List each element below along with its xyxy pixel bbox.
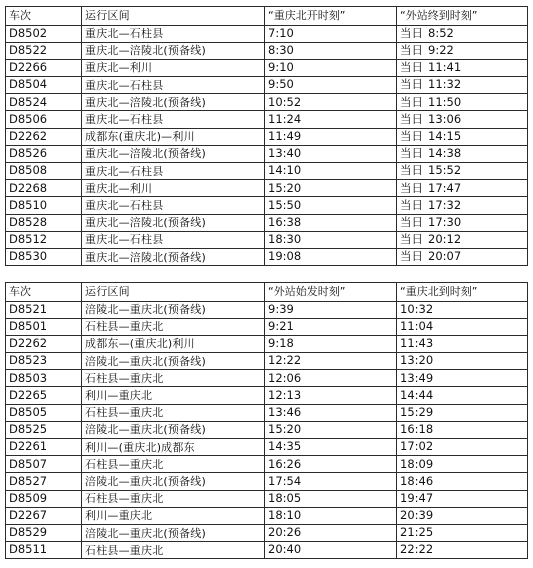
train-number: D2262 (6, 335, 82, 352)
departure-time: 11:49 (265, 128, 397, 145)
header-route: 运行区间 (82, 7, 265, 26)
route: 成都东(重庆北)—利川 (82, 128, 265, 145)
train-number: D8505 (6, 404, 82, 421)
header-train-number: 车次 (6, 7, 82, 26)
route: 成都东—(重庆北)利川 (82, 335, 265, 352)
train-number: D8528 (6, 214, 82, 231)
departure-schedule-table (5, 6, 527, 266)
same-day-label: 当日 (400, 128, 423, 143)
arrival-time: 15:52 (428, 163, 462, 178)
route: 涪陵北—重庆北(预备线) (82, 473, 265, 490)
train-number: D8503 (6, 370, 82, 387)
table-row (6, 59, 528, 76)
train-number: D2266 (6, 59, 82, 76)
table-row (6, 111, 528, 128)
arrival-time-cell (397, 111, 528, 128)
train-number: D8507 (6, 456, 82, 473)
arrival-time: 17:02 (397, 439, 528, 456)
origin-departure-time: 18:10 (265, 507, 397, 524)
table-row (6, 404, 528, 421)
same-day-label: 当日 (400, 197, 423, 212)
table-row (6, 421, 528, 438)
route: 重庆北—涪陵北(预备线) (82, 42, 265, 59)
route: 重庆北—涪陵北(预备线) (82, 94, 265, 111)
route: 利川—重庆北 (82, 507, 265, 524)
route: 石柱县—重庆北 (82, 404, 265, 421)
departure-time: 10:52 (265, 94, 397, 111)
same-day-label: 当日 (400, 214, 423, 229)
train-number: D2261 (6, 439, 82, 456)
route: 石柱县—重庆北 (82, 542, 265, 559)
route: 石柱县—重庆北 (82, 318, 265, 335)
train-number: D8525 (6, 421, 82, 438)
table-row (6, 180, 528, 197)
train-number: D8504 (6, 77, 82, 94)
origin-departure-time: 13:46 (265, 404, 397, 421)
train-number: D8529 (6, 524, 82, 541)
train-number: D2262 (6, 128, 82, 145)
header-route: 运行区间 (82, 283, 265, 302)
train-number: D2265 (6, 387, 82, 404)
train-number: D8511 (6, 542, 82, 559)
table-row (6, 387, 528, 404)
route: 重庆北—涪陵北(预备线) (82, 145, 265, 162)
arrival-time: 14:38 (428, 146, 462, 161)
table-row (6, 490, 528, 507)
departure-time: 8:30 (265, 42, 397, 59)
arrival-header-row (6, 283, 528, 302)
table-row (6, 128, 528, 145)
arrival-time: 11:41 (428, 60, 462, 75)
arrival-time: 17:47 (428, 180, 462, 195)
arrival-time: 20:07 (428, 249, 462, 264)
header-chongqingbei-departure-time: “重庆北开时刻” (265, 7, 397, 26)
table-row (6, 318, 528, 335)
origin-departure-time: 14:35 (265, 439, 397, 456)
header-origin-departure-time: “外站始发时刻” (265, 283, 397, 302)
route: 利川—重庆北 (82, 387, 265, 404)
train-number: D8521 (6, 301, 82, 318)
origin-departure-time: 16:26 (265, 456, 397, 473)
arrival-time: 17:30 (428, 214, 462, 229)
table-row (6, 456, 528, 473)
arrival-time-cell (397, 42, 528, 59)
train-number: D8526 (6, 145, 82, 162)
same-day-label: 当日 (400, 111, 423, 126)
departure-time: 7:10 (265, 25, 397, 42)
arrival-time: 11:32 (428, 77, 462, 92)
origin-departure-time: 12:06 (265, 370, 397, 387)
arrival-time: 18:46 (397, 473, 528, 490)
same-day-label: 当日 (400, 232, 423, 247)
departure-time: 15:50 (265, 197, 397, 214)
train-number: D8510 (6, 197, 82, 214)
departure-time: 14:10 (265, 163, 397, 180)
route: 重庆北—涪陵北(预备线) (82, 214, 265, 231)
train-number: D8527 (6, 473, 82, 490)
route: 重庆北—石柱县 (82, 77, 265, 94)
table-row (6, 145, 528, 162)
arrival-time: 10:32 (397, 301, 528, 318)
same-day-label: 当日 (400, 163, 423, 178)
departure-time: 9:50 (265, 77, 397, 94)
route: 涪陵北—重庆北(预备线) (82, 301, 265, 318)
arrival-time: 13:06 (428, 111, 462, 126)
train-number: D8501 (6, 318, 82, 335)
arrival-time: 11:43 (397, 335, 528, 352)
train-number: D8509 (6, 490, 82, 507)
table-row (6, 473, 528, 490)
route: 重庆北—利川 (82, 180, 265, 197)
route: 重庆北—石柱县 (82, 25, 265, 42)
table-row (6, 524, 528, 541)
train-number: D8523 (6, 353, 82, 370)
arrival-time-cell (397, 128, 528, 145)
arrival-time-cell (397, 25, 528, 42)
arrival-time: 16:18 (397, 421, 528, 438)
table-row (6, 94, 528, 111)
arrival-time-cell (397, 59, 528, 76)
arrival-time: 17:32 (428, 197, 462, 212)
table-row (6, 301, 528, 318)
route: 石柱县—重庆北 (82, 490, 265, 507)
origin-departure-time: 9:21 (265, 318, 397, 335)
arrival-time: 19:47 (397, 490, 528, 507)
arrival-time: 13:20 (397, 353, 528, 370)
table-row (6, 25, 528, 42)
route: 重庆北—石柱县 (82, 163, 265, 180)
arrival-time-cell (397, 163, 528, 180)
arrival-time: 13:49 (397, 370, 528, 387)
train-number: D8522 (6, 42, 82, 59)
route: 石柱县—重庆北 (82, 370, 265, 387)
arrival-time: 14:44 (397, 387, 528, 404)
table-row (6, 370, 528, 387)
arrival-time: 15:29 (397, 404, 528, 421)
table-row (6, 77, 528, 94)
origin-departure-time: 9:39 (265, 301, 397, 318)
same-day-label: 当日 (400, 146, 423, 161)
table-row (6, 42, 528, 59)
arrival-time: 21:25 (397, 524, 528, 541)
arrival-time-cell (397, 248, 528, 265)
origin-departure-time: 17:54 (265, 473, 397, 490)
route: 涪陵北—重庆北(预备线) (82, 353, 265, 370)
table-row (6, 248, 528, 265)
arrival-time-cell (397, 197, 528, 214)
train-number: D8508 (6, 163, 82, 180)
table-row (6, 197, 528, 214)
route: 利川—(重庆北)成都东 (82, 439, 265, 456)
route: 石柱县—重庆北 (82, 456, 265, 473)
origin-departure-time: 12:22 (265, 353, 397, 370)
train-number: D8530 (6, 248, 82, 265)
train-number: D8506 (6, 111, 82, 128)
arrival-time: 20:39 (397, 507, 528, 524)
same-day-label: 当日 (400, 77, 423, 92)
table-row (6, 353, 528, 370)
departure-time: 9:10 (265, 59, 397, 76)
departure-time: 15:20 (265, 180, 397, 197)
train-number: D8512 (6, 231, 82, 248)
header-chongqingbei-arrival-time: “重庆北到时刻” (397, 283, 528, 302)
arrival-time: 14:15 (428, 128, 462, 143)
same-day-label: 当日 (400, 43, 423, 58)
origin-departure-time: 15:20 (265, 421, 397, 438)
header-train-number: 车次 (6, 283, 82, 302)
route: 重庆北—利川 (82, 59, 265, 76)
arrival-time: 20:12 (428, 232, 462, 247)
table-row (6, 231, 528, 248)
route: 重庆北—石柱县 (82, 111, 265, 128)
route: 重庆北—涪陵北(预备线) (82, 248, 265, 265)
departure-time: 13:40 (265, 145, 397, 162)
route: 重庆北—石柱县 (82, 197, 265, 214)
same-day-label: 当日 (400, 180, 423, 195)
arrival-schedule-table (5, 282, 527, 559)
same-day-label: 当日 (400, 60, 423, 75)
same-day-label: 当日 (400, 25, 423, 40)
table-row (6, 507, 528, 524)
train-number: D8524 (6, 94, 82, 111)
arrival-time: 22:22 (397, 542, 528, 559)
origin-departure-time: 9:18 (265, 335, 397, 352)
arrival-time-cell (397, 77, 528, 94)
table-row (6, 542, 528, 559)
same-day-label: 当日 (400, 94, 423, 109)
arrival-time: 11:04 (397, 318, 528, 335)
arrival-time-cell (397, 94, 528, 111)
route: 涪陵北—重庆北(预备线) (82, 524, 265, 541)
route: 涪陵北—重庆北(预备线) (82, 421, 265, 438)
departure-time: 11:24 (265, 111, 397, 128)
departure-time: 19:08 (265, 248, 397, 265)
origin-departure-time: 18:05 (265, 490, 397, 507)
arrival-time: 9:22 (428, 43, 454, 58)
origin-departure-time: 12:13 (265, 387, 397, 404)
arrival-time: 11:50 (428, 94, 462, 109)
route: 重庆北—石柱县 (82, 231, 265, 248)
arrival-time: 8:52 (428, 25, 454, 40)
departure-header-row (6, 7, 528, 26)
departure-time: 16:38 (265, 214, 397, 231)
table-row (6, 335, 528, 352)
header-terminal-arrival-time: “外站终到时刻” (397, 7, 528, 26)
table-row (6, 439, 528, 456)
table-row (6, 163, 528, 180)
arrival-time: 18:09 (397, 456, 528, 473)
origin-departure-time: 20:26 (265, 524, 397, 541)
train-number: D2268 (6, 180, 82, 197)
origin-departure-time: 20:40 (265, 542, 397, 559)
arrival-time-cell (397, 145, 528, 162)
train-number: D2267 (6, 507, 82, 524)
departure-time: 18:30 (265, 231, 397, 248)
train-number: D8502 (6, 25, 82, 42)
arrival-time-cell (397, 231, 528, 248)
table-row (6, 214, 528, 231)
arrival-time-cell (397, 214, 528, 231)
arrival-time-cell (397, 180, 528, 197)
same-day-label: 当日 (400, 249, 423, 264)
